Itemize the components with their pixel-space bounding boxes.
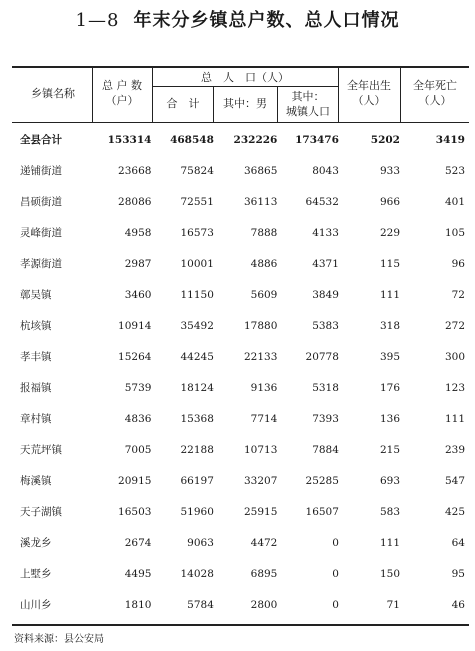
cell-male: 7714 (250, 412, 278, 425)
cell-urban: 25285 (305, 474, 339, 487)
header-pop-urban (278, 89, 338, 119)
table-row-total (12, 124, 469, 155)
cell-births: 111 (379, 288, 400, 301)
cell-total: 14028 (180, 567, 214, 580)
header-population-group: 总 人 口（人） (201, 71, 289, 84)
cell-male: 4886 (250, 257, 278, 270)
header-pop-urban-line1: 其中： (291, 90, 325, 103)
township-name: 天子湖镇 (20, 506, 62, 518)
cell-households: 2987 (124, 257, 152, 270)
table-row (12, 434, 469, 465)
cell-births: 395 (379, 350, 400, 363)
table-title (0, 6, 475, 32)
cell-deaths: 547 (444, 474, 465, 487)
cell-households: 10914 (118, 319, 152, 332)
cell-deaths: 401 (444, 195, 465, 208)
cell-total: 51960 (180, 505, 214, 518)
cell-total: 10001 (180, 257, 214, 270)
cell-households: 4495 (124, 567, 152, 580)
cell-households: 20915 (118, 474, 152, 487)
township-name: 递铺街道 (20, 165, 62, 177)
township-name: 昌硕街道 (20, 196, 62, 208)
township-name: 章村镇 (20, 413, 52, 425)
cell-deaths: 523 (444, 164, 465, 177)
cell-male: 36865 (243, 164, 278, 177)
cell-male: 22133 (243, 350, 278, 363)
township-name: 孝源街道 (20, 258, 62, 270)
header-births-line1: 全年出生 (347, 79, 391, 92)
cell-deaths: 64 (451, 536, 465, 549)
township-name: 灵峰街道 (20, 227, 62, 239)
cell-urban: 8043 (312, 164, 339, 177)
cell-households: 16503 (118, 505, 152, 518)
table-row (12, 465, 469, 496)
cell-households: 1810 (124, 598, 152, 611)
cell-male: 5609 (250, 288, 278, 301)
cell-urban: 0 (332, 598, 339, 611)
table-row (12, 527, 469, 558)
header-households-line1: 总 户 数 (102, 79, 142, 92)
cell-households: 4836 (124, 412, 152, 425)
township-name: 山川乡 (20, 599, 52, 611)
cell-deaths: 46 (451, 598, 465, 611)
cell-male: 232226 (233, 133, 278, 146)
header-births (339, 78, 399, 108)
cell-total: 15368 (180, 412, 214, 425)
bottom-rule (12, 624, 469, 626)
table-row (12, 310, 469, 341)
township-name: 孝丰镇 (20, 351, 52, 363)
cell-male: 4472 (250, 536, 278, 549)
cell-births: 966 (379, 195, 400, 208)
cell-total: 5784 (187, 598, 214, 611)
cell-deaths: 272 (444, 319, 465, 332)
data-table (12, 124, 469, 620)
cell-births: 933 (379, 164, 400, 177)
cell-total: 468548 (170, 133, 214, 146)
cell-households: 7005 (124, 443, 152, 456)
cell-total: 44245 (180, 350, 214, 363)
header-deaths (401, 78, 469, 108)
table-row (12, 496, 469, 527)
cell-total: 18124 (180, 381, 214, 394)
table-row (12, 403, 469, 434)
cell-households: 5739 (124, 381, 152, 394)
township-name: 杭垓镇 (20, 320, 52, 332)
cell-urban: 16507 (305, 505, 339, 518)
township-name: 全县合计 (20, 134, 62, 146)
cell-urban: 5318 (312, 381, 339, 394)
cell-male: 2800 (250, 598, 278, 611)
township-name: 梅溪镇 (20, 475, 52, 487)
cell-total: 9063 (187, 536, 214, 549)
cell-deaths: 239 (444, 443, 465, 456)
header-pop-total: 合 计 (166, 97, 200, 110)
header-township: 乡镇名称 (31, 87, 75, 100)
cell-deaths: 300 (444, 350, 465, 363)
cell-male: 36113 (243, 195, 278, 208)
header-pop-urban-line2: 城镇人口 (286, 105, 330, 118)
cell-deaths: 105 (444, 226, 465, 239)
cell-births: 71 (386, 598, 400, 611)
cell-male: 9136 (250, 381, 278, 394)
township-name: 上墅乡 (20, 568, 52, 580)
cell-deaths: 95 (451, 567, 465, 580)
cell-households: 23668 (118, 164, 152, 177)
cell-deaths: 72 (451, 288, 465, 301)
table-row (12, 155, 469, 186)
cell-male: 25915 (243, 505, 278, 518)
cell-households: 2674 (124, 536, 152, 549)
table-row (12, 558, 469, 589)
header-pop-male: 其中：男 (223, 97, 267, 110)
cell-urban: 7393 (312, 412, 339, 425)
cell-urban: 5383 (312, 319, 339, 332)
cell-deaths: 3419 (435, 133, 465, 146)
cell-total: 16573 (180, 226, 214, 239)
cell-deaths: 425 (444, 505, 465, 518)
cell-births: 136 (379, 412, 400, 425)
cell-male: 7888 (250, 226, 278, 239)
table-row (12, 589, 469, 620)
cell-male: 6895 (250, 567, 278, 580)
header-deaths-line2: （人） (418, 94, 452, 107)
table-row (12, 372, 469, 403)
township-name: 天荒坪镇 (20, 444, 62, 456)
township-name: 鄣吴镇 (20, 289, 52, 301)
header-households (93, 78, 151, 108)
cell-male: 10713 (243, 443, 278, 456)
cell-total: 22188 (180, 443, 214, 456)
township-name: 溪龙乡 (20, 537, 52, 549)
cell-total: 75824 (180, 164, 214, 177)
cell-households: 3460 (124, 288, 152, 301)
cell-births: 176 (379, 381, 400, 394)
header-households-line2: （户） (105, 94, 139, 107)
cell-births: 229 (379, 226, 400, 239)
cell-births: 111 (379, 536, 400, 549)
header-bottom-rule (12, 122, 469, 123)
table-row (12, 279, 469, 310)
cell-deaths: 96 (451, 257, 465, 270)
cell-births: 583 (379, 505, 400, 518)
cell-births: 693 (379, 474, 400, 487)
cell-households: 28086 (118, 195, 152, 208)
cell-urban: 3849 (312, 288, 339, 301)
table-row (12, 186, 469, 217)
header-deaths-line1: 全年死亡 (413, 79, 457, 92)
cell-births: 5202 (370, 133, 400, 146)
cell-households: 153314 (107, 133, 152, 146)
table-row (12, 217, 469, 248)
cell-male: 33207 (243, 474, 278, 487)
township-name: 报福镇 (20, 382, 52, 394)
cell-urban: 20778 (305, 350, 339, 363)
cell-male: 17880 (243, 319, 278, 332)
cell-urban: 4371 (312, 257, 339, 270)
header-births-line2: （人） (352, 94, 386, 107)
cell-total: 72551 (180, 195, 214, 208)
cell-total: 11150 (180, 288, 214, 301)
cell-urban: 0 (332, 536, 339, 549)
cell-births: 150 (379, 567, 400, 580)
source-note: 资料来源：县公安局 (14, 634, 104, 645)
header-subrule (152, 86, 338, 87)
table-row (12, 341, 469, 372)
table-row (12, 248, 469, 279)
cell-births: 115 (379, 257, 400, 270)
cell-urban: 4133 (312, 226, 339, 239)
cell-households: 15264 (118, 350, 152, 363)
table-title-text: 年末分乡镇总户数、总人口情况 (133, 10, 400, 31)
cell-urban: 64532 (305, 195, 339, 208)
cell-deaths: 123 (444, 381, 465, 394)
cell-total: 35492 (180, 319, 214, 332)
cell-total: 66197 (180, 474, 214, 487)
cell-births: 318 (379, 319, 400, 332)
cell-births: 215 (379, 443, 400, 456)
cell-urban: 7884 (312, 443, 339, 456)
cell-deaths: 111 (444, 412, 465, 425)
table-number: 1—8 (75, 10, 120, 31)
cell-households: 4958 (124, 226, 152, 239)
cell-urban: 173476 (295, 133, 339, 146)
cell-urban: 0 (332, 567, 339, 580)
